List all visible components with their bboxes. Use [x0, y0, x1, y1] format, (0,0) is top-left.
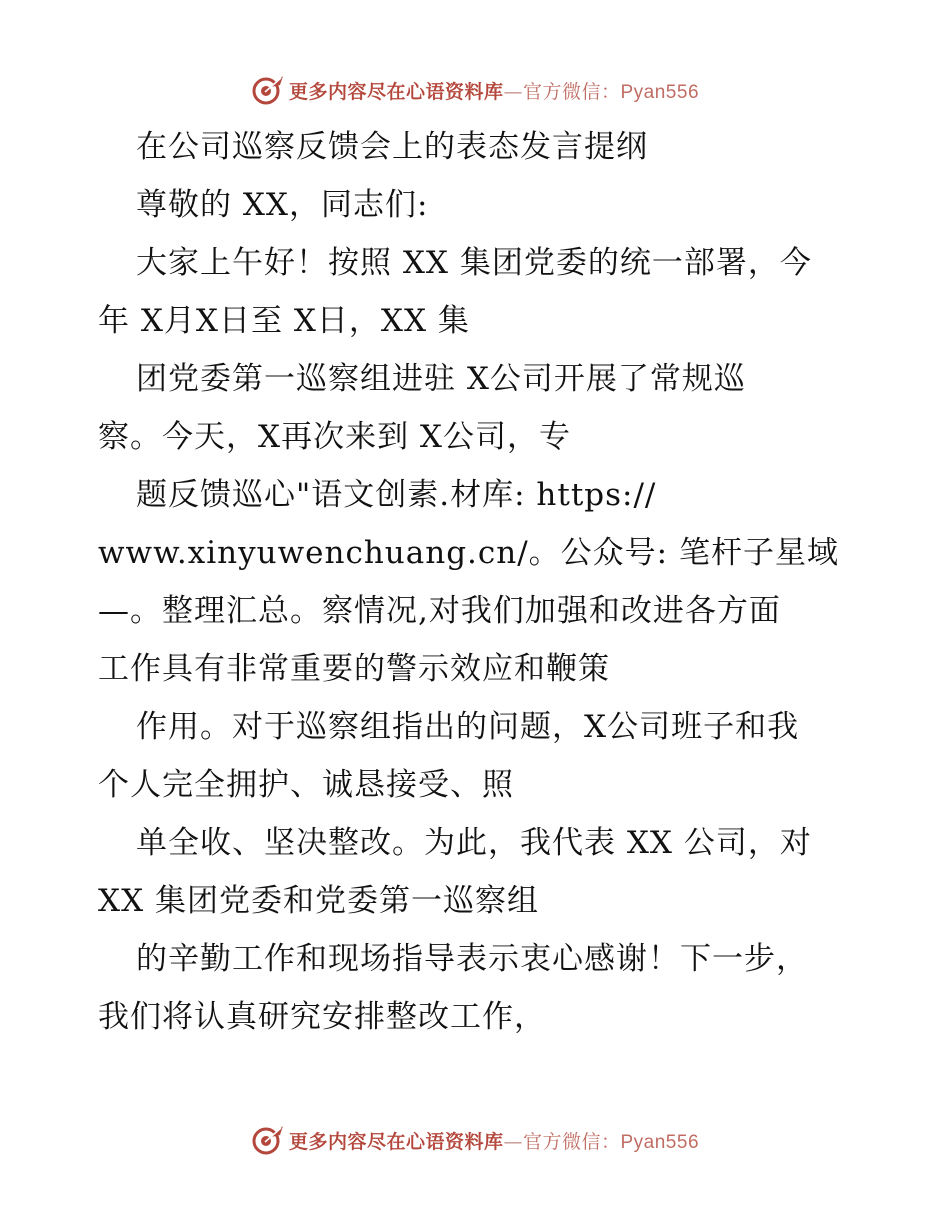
text-line: 察。今天，X再次来到 X公司，专 [98, 419, 571, 455]
header-watermark-banner [0, 70, 950, 110]
text-line: 大家上午好！按照 XX 集团党委的统一部署，今 [136, 245, 812, 281]
watermark-separator: — [503, 80, 523, 103]
text-line: www.xinyuwenchuang.cn/。公众号: 笔杆子星域 [98, 535, 839, 571]
text-line: XX 集团党委和党委第一巡察组 [98, 883, 539, 919]
text-line: 的辛勤工作和现场指导表示衷心感谢！下一步， [136, 941, 808, 977]
watermark-separator: — [503, 1130, 523, 1153]
text-line: 年 X月X日至 X日，XX 集 [98, 303, 470, 339]
text-line: 工作具有非常重要的警示效应和鞭策 [98, 651, 610, 687]
header-watermark-text [289, 77, 699, 104]
text-line: 个人完全拥护、诚恳接受、照 [98, 767, 514, 803]
text-line: 团党委第一巡察组进驻 X公司开展了常规巡 [136, 361, 746, 397]
text-line: 尊敬的 XX，同志们: [136, 187, 429, 223]
watermark-main-text: 更多内容尽在心语资料库 [288, 1130, 504, 1153]
watermark-id: Pyan556 [620, 1131, 700, 1153]
text-line: 题反馈巡心"语文创素.材库: https:// [136, 477, 657, 513]
document-body [98, 118, 878, 1046]
watermark-main-text: 更多内容尽在心语资料库 [288, 80, 504, 103]
quill-pen-logo-icon [251, 1123, 285, 1157]
watermark-label: 官方微信： [522, 80, 621, 103]
text-line: 单全收、坚决整改。为此，我代表 XX 公司，对 [136, 825, 812, 861]
document-title: 在公司巡察反馈会上的表态发言提纲 [136, 129, 648, 165]
text-line: 作用。对于巡察组指出的问题，X公司班子和我 [136, 709, 800, 745]
watermark-id: Pyan556 [620, 81, 700, 103]
quill-pen-logo-icon [251, 73, 285, 107]
text-line: 我们将认真研究安排整改工作， [98, 999, 546, 1035]
text-line: —。整理汇总。察情况,对我们加强和改进各方面 [98, 593, 781, 629]
watermark-label: 官方微信： [522, 1130, 621, 1153]
footer-watermark-text [289, 1127, 699, 1154]
footer-watermark-banner [0, 1120, 950, 1160]
